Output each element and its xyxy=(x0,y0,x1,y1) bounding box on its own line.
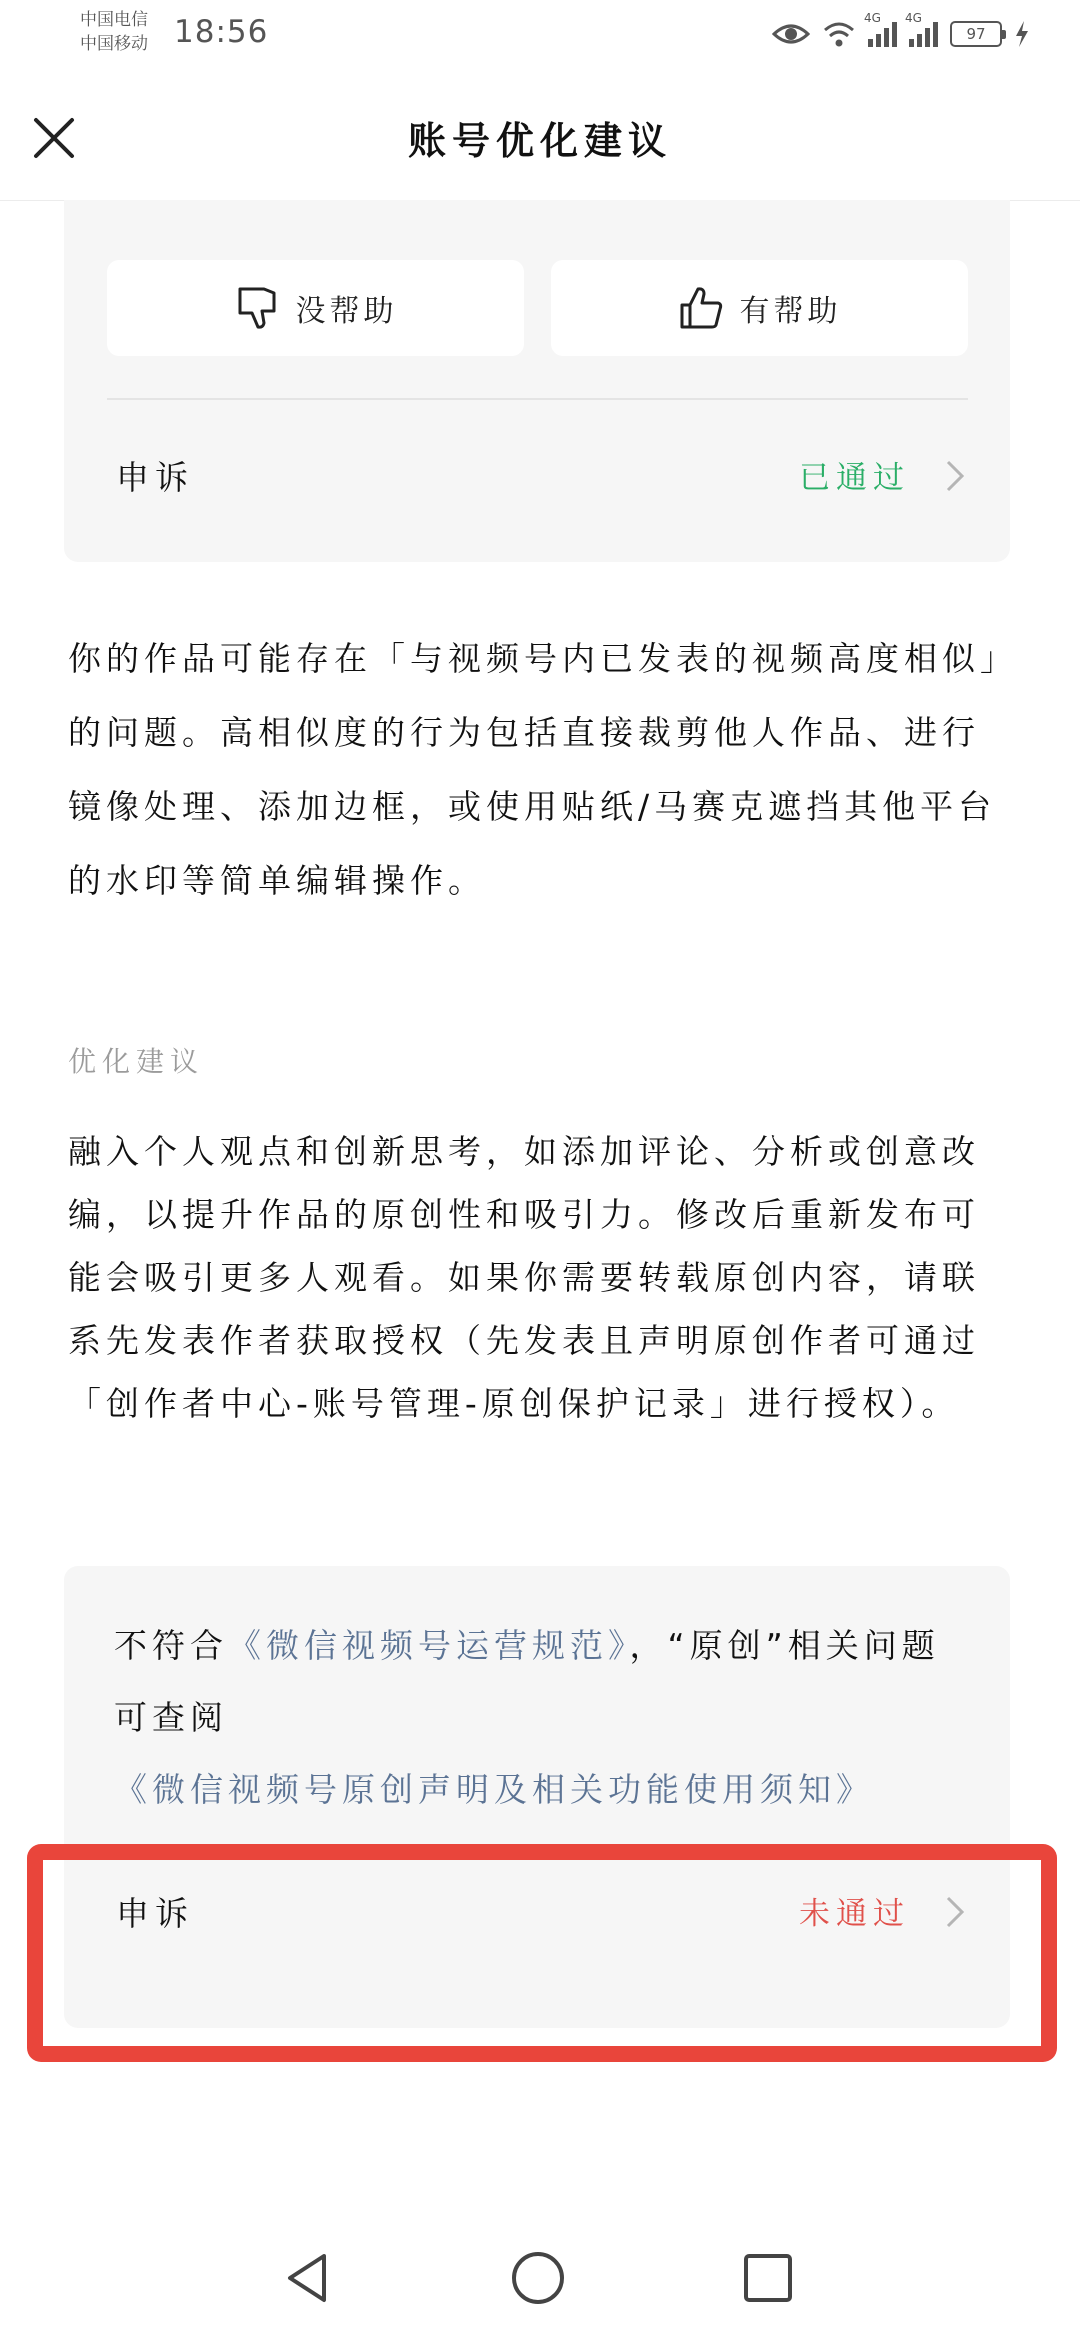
appeal-label: 申诉 xyxy=(116,1894,194,1933)
notice-prefix: 不符合 xyxy=(114,1626,228,1665)
appeal-row-approved[interactable] xyxy=(64,420,1010,530)
home-icon[interactable] xyxy=(508,2248,568,2308)
status-icons xyxy=(772,11,1030,54)
thumbs-down-icon xyxy=(234,285,280,331)
status-bar xyxy=(0,0,1080,72)
signal-icon xyxy=(905,11,938,47)
recent-apps-icon[interactable] xyxy=(738,2248,798,2308)
policy-notice xyxy=(114,1610,974,1826)
notice-middle: ，“原创”相关问题可查阅 xyxy=(114,1626,940,1737)
navigation-bar xyxy=(0,2220,1080,2340)
signal-icon xyxy=(864,11,897,47)
thumbs-up-icon xyxy=(678,285,724,331)
network-type-label: 4G xyxy=(864,11,881,25)
helpful-button[interactable] xyxy=(551,260,968,356)
battery-icon: 97 xyxy=(950,21,1002,47)
appeal-status: 未通过 xyxy=(799,1896,910,1932)
clock: 18:56 xyxy=(174,14,269,50)
helpful-label: 有帮助 xyxy=(739,294,842,329)
back-icon[interactable] xyxy=(278,2248,338,2308)
highlight-box xyxy=(27,1844,1057,2062)
issue-description: 你的作品可能存在「与视频号内已发表的视频高度相似」的问题。高相似度的行为包括直接裁剪他人作品、进行镜像处理、添加边框，或使用贴纸/马赛克遮挡其他平台的水印等简单编辑操作。 xyxy=(68,639,1002,900)
carrier-1: 中国电信 xyxy=(80,10,148,30)
wifi-icon xyxy=(822,20,856,48)
appeal-status: 已通过 xyxy=(799,460,910,496)
feedback-card xyxy=(64,200,1010,562)
suggestion-title: 优化建议 xyxy=(68,1045,205,1078)
unhelpful-button[interactable] xyxy=(107,260,524,356)
page-header xyxy=(0,72,1080,201)
originality-guide-link[interactable]: 《微信视频号原创声明及相关功能使用须知》 xyxy=(114,1770,874,1809)
operation-rules-link[interactable]: 《微信视频号运营规范》 xyxy=(228,1626,630,1665)
network-type-label: 4G xyxy=(905,11,922,25)
suggestion-text: 融入个人观点和创新思考，如添加评论、分析或创意改编，以提升作品的原创性和吸引力。修改后重新发布可能会吸引更多人观看。如果你需要转载原创内容，请联系先发表作者获取授权（先发表且声明原创作者可通过「创作者中心-账号管理-原创保护记录」进行授权）。 xyxy=(68,1132,980,1423)
appeal-label: 申诉 xyxy=(116,458,194,497)
carrier-2: 中国移动 xyxy=(80,34,148,54)
divider xyxy=(107,398,968,400)
page-title: 账号优化建议 xyxy=(407,119,672,163)
charging-icon xyxy=(1014,20,1030,48)
carrier-info xyxy=(80,8,148,56)
eye-icon xyxy=(772,22,810,46)
chevron-right-icon xyxy=(944,456,966,496)
unhelpful-label: 没帮助 xyxy=(295,294,398,329)
